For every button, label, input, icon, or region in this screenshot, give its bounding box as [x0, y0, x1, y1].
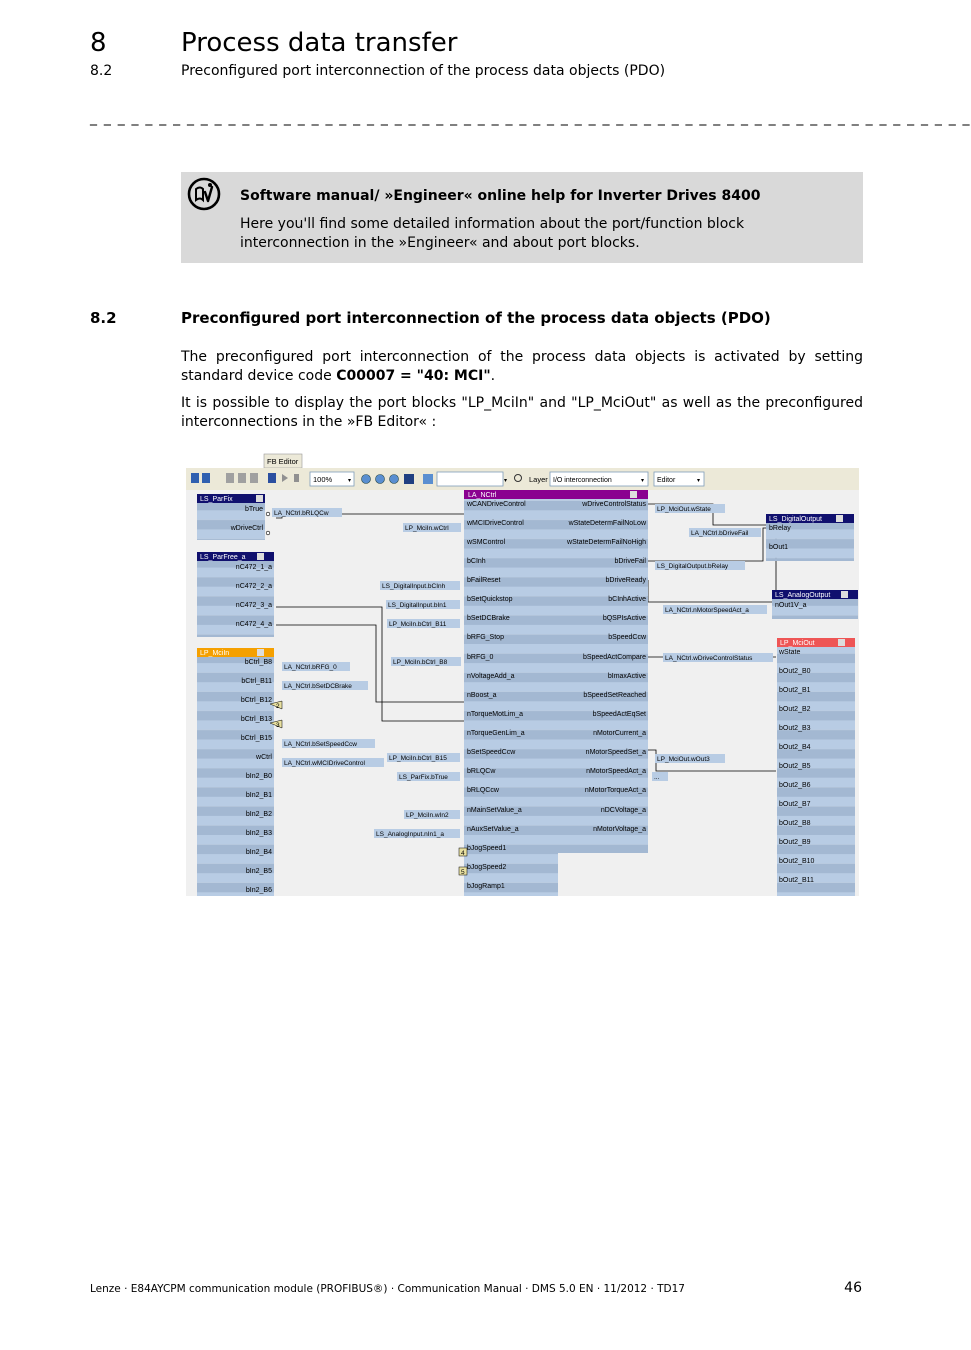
toolbar-icon[interactable] — [202, 473, 210, 483]
port-label: bIn2_B1 — [245, 792, 272, 799]
port-label: nOut1V_a — [775, 602, 807, 609]
connection-tag: LP_MciIn.bCtrl_B8 — [393, 659, 448, 666]
block-title: LP_MciIn — [200, 650, 230, 657]
port-label: wCANDriveControl — [467, 501, 526, 508]
port-label: nTorqueMotLim_a — [467, 711, 524, 718]
connection-tag: LS_DigitalOutput.bRelay — [657, 563, 729, 570]
note-text: Here you'll find some detailed information about the port/function block interconnection in the »Engineer« and about port blocks. — [240, 216, 745, 251]
port-label: nVoltageAdd_a — [467, 673, 515, 680]
port-label: bOut2_B11 — [779, 877, 814, 884]
port-label: bDriveReady — [605, 577, 646, 584]
help-icon[interactable] — [838, 639, 845, 646]
port-label: bCtrl_B11 — [241, 678, 272, 685]
zoom-in-icon[interactable] — [362, 475, 371, 484]
port-label: bIn2_B6 — [245, 887, 272, 894]
section-number: 8.2 — [90, 309, 117, 327]
block-title: LP_MciOut — [780, 640, 815, 647]
connection-tag: LA_NCtrl.nMotorSpeedAct_a — [665, 607, 749, 614]
port-label: nBoost_a — [467, 692, 497, 699]
port-label: bOut2_B1 — [779, 687, 811, 694]
block-title: LS_ParFree_a — [200, 554, 246, 561]
port-label: bSpeedSetReached — [583, 692, 646, 699]
fb-editor-screenshot — [186, 453, 859, 896]
port-label: bOut2_B10 — [779, 858, 815, 865]
connection-tag: LA_NCtrl.bDriveFail — [691, 530, 749, 537]
port-label: bSetSpeedCcw — [467, 749, 516, 756]
port-label: bOut2_B7 — [779, 801, 811, 808]
connection-tag: LP_MciOut.wState — [657, 506, 711, 513]
connection-tag: LA_NCtrl.bSetDCBrake — [284, 683, 352, 690]
port-label: bCInh — [467, 558, 486, 565]
block-lp-mciin[interactable] — [197, 648, 282, 896]
zoom-value: 100% — [313, 475, 333, 484]
port-label: bIn2_B2 — [245, 811, 272, 818]
port-label: bOut2_B9 — [779, 839, 811, 846]
block-ls-parfix[interactable] — [197, 494, 270, 540]
mode-chevron-icon: ▾ — [697, 478, 701, 484]
connection-tag: LS_DigitalInput.bIn1 — [388, 602, 447, 609]
search-chevron-icon: ▾ — [504, 478, 508, 484]
paragraph-2: It is possible to display the port blocks "LP_MciIn" and "LP_MciOut" as well as the preconfigured interconnections in the »FB Editor« : — [181, 395, 863, 430]
port-label: bSpeedCcw — [608, 634, 646, 641]
port-label: bFailReset — [467, 577, 501, 584]
connection-tag: LS_AnalogInput.nIn1_a — [376, 831, 444, 838]
port-label: nMotorSpeedSet_a — [585, 749, 646, 756]
note-box — [181, 172, 863, 263]
port-label: bOut1 — [769, 544, 789, 551]
chapter-title: Process data transfer — [181, 28, 458, 58]
zoom-out-icon[interactable] — [376, 475, 385, 484]
block-title: LS_AnalogOutput — [775, 592, 831, 599]
pin-label: 5 — [461, 869, 465, 876]
port-label: wCtrl — [256, 754, 272, 761]
zoom-window-icon[interactable] — [404, 474, 414, 484]
help-icon[interactable] — [836, 515, 843, 522]
port-label: bRLQCw — [467, 768, 496, 775]
toolbar-icon[interactable] — [226, 473, 234, 483]
port-label: wStateDetermFailNoHigh — [567, 539, 646, 546]
header-rule: _ _ _ _ _ _ _ _ _ _ _ _ _ _ _ _ _ _ _ _ _ _ _ _ _ _ _ _ _ _ _ _ _ _ _ _ _ _ _ _ _ _ _ _ _ _ _ _ _ _ _ _ _ _ _ _ _ _ _ _ _ _ _ _ — [90, 110, 971, 126]
port-label: nMotorSpeedAct_a — [586, 768, 646, 775]
port-label: nDCVoltage_a — [600, 807, 646, 814]
port-label: wDriveControlStatus — [582, 501, 646, 508]
port-label: bRLQCcw — [467, 787, 499, 794]
section-title: Preconfigured port interconnection of the process data objects (PDO) — [181, 309, 771, 327]
port-label: bRFG_0 — [467, 654, 494, 661]
block-title: LA_NCtrl — [468, 492, 497, 499]
port-label: bIn2_B3 — [245, 830, 272, 837]
port-label: bOut2_B4 — [779, 744, 811, 751]
port-label: wMCIDriveControl — [467, 520, 524, 527]
help-icon[interactable] — [841, 591, 848, 598]
connection-tag: LA_NCtrl.bRLQCw — [274, 510, 329, 517]
port-label: nMotorVoltage_a — [593, 826, 646, 833]
toolbar-icon[interactable] — [250, 473, 258, 483]
port-label: nTorqueGenLim_a — [467, 730, 525, 737]
port-label: bOut2_B8 — [779, 820, 811, 827]
port-label: nMotorCurrent_a — [593, 730, 646, 737]
para1-code: C00007 = "40: MCI" — [336, 368, 491, 384]
layer-label: Layer — [529, 475, 548, 484]
port-label: wSMControl — [467, 539, 506, 546]
connection-tag: LA_NCtrl.wMCIDriveControl — [284, 760, 365, 767]
toolbar — [186, 468, 859, 490]
toolbar-icon[interactable] — [268, 473, 276, 483]
port-label: bOut2_B6 — [779, 782, 811, 789]
port-label: bIn2_B4 — [245, 849, 272, 856]
port-label: nAuxSetValue_a — [467, 826, 519, 833]
para1-text-a: The preconfigured port interconnection of the process data objects is activated by setting standard device code — [181, 349, 863, 384]
port-label: bIn2_B0 — [245, 773, 272, 780]
port-label: bCInhActive — [608, 596, 646, 603]
port-label: bImaxActive — [607, 673, 646, 680]
connection-tag: LA_NCtrl.bSetSpeedCcw — [284, 741, 357, 748]
block-ls-digitaloutput[interactable] — [766, 514, 854, 561]
port-label: nC472_3_a — [235, 602, 272, 609]
port-label: bQSPIsActive — [602, 615, 646, 622]
port-label: bOut2_B2 — [779, 706, 811, 713]
toolbar-icon[interactable] — [191, 473, 199, 483]
port-label: bIn2_B5 — [245, 868, 272, 875]
port-label: bCtrl_B15 — [240, 735, 272, 742]
connection-tag: LP_MciIn.wIn2 — [406, 812, 449, 819]
connection-tag: LS_DigitalInput.bCInh — [382, 583, 446, 590]
help-icon[interactable] — [257, 553, 264, 560]
zoom-fit-icon[interactable] — [390, 475, 399, 484]
connection-tag: LS_ParFix.bTrue — [399, 774, 448, 781]
block-lp-mciout[interactable] — [777, 638, 855, 896]
connection-tag: LA_NCtrl.wDriveControlStatus — [665, 655, 753, 662]
output-port[interactable] — [266, 531, 270, 535]
port-label: nC472_2_a — [235, 583, 272, 590]
port-label: bJogSpeed2 — [467, 864, 507, 871]
port-label: bDriveFail — [614, 558, 646, 565]
footer-text: Lenze · E84AYCPM communication module (PROFIBUS®) · Communication Manual · DMS 5.0 EN · 11/2012 · TD17 — [90, 1283, 685, 1295]
connection-tag: LP_MciIn.wCtrl — [405, 525, 449, 532]
zoom-chevron-icon: ▾ — [348, 478, 352, 484]
port-label: bRFG_Stop — [467, 634, 504, 641]
help-icon[interactable] — [257, 649, 264, 656]
port-label: nMainSetValue_a — [467, 807, 522, 814]
port-label: bCtrl_B8 — [244, 659, 272, 666]
help-icon[interactable] — [256, 495, 263, 502]
port-label: bSpeedActCompare — [582, 654, 646, 661]
tab-fb-editor-label: FB Editor — [267, 457, 299, 466]
search-select[interactable] — [437, 472, 503, 486]
port-label: bSetDCBrake — [467, 615, 510, 622]
connection-tag: ... — [654, 774, 660, 781]
port-label: bTrue — [244, 506, 263, 513]
pin-label: 3 — [276, 722, 280, 729]
block-title: LS_DigitalOutput — [769, 516, 822, 523]
port-label: wStateDetermFailNoLow — [568, 520, 646, 527]
header-section-title: Preconfigured port interconnection of the process data objects (PDO) — [181, 63, 666, 79]
paragraph-1 — [181, 348, 863, 386]
header-section-number: 8.2 — [90, 63, 113, 79]
fb-editor-canvas — [186, 453, 859, 896]
manual-reference-icon — [187, 177, 221, 211]
connection-tag: LP_MciOut.wOut3 — [657, 756, 710, 763]
pause-icon[interactable] — [294, 474, 299, 482]
mode-value: Editor — [657, 477, 676, 484]
pin-label: 2 — [276, 703, 280, 710]
chapter-number: 8 — [90, 28, 107, 58]
toolbar-icon[interactable] — [238, 473, 246, 483]
port-label: wState — [779, 649, 801, 656]
para1-text-b: . — [490, 368, 496, 384]
connection-tag: LP_MciIn.bCtrl_B15 — [389, 755, 447, 762]
connection-tag: LP_MciIn.bCtrl_B11 — [389, 621, 447, 628]
port-label: bSetQuickstop — [467, 596, 513, 603]
layer-chevron-icon: ▾ — [641, 478, 645, 484]
port-label: bCtrl_B13 — [240, 716, 272, 723]
help-icon[interactable] — [630, 491, 637, 498]
grid-icon[interactable] — [423, 474, 433, 484]
port-label: bSpeedActEqSet — [592, 711, 646, 718]
port-label: nC472_1_a — [235, 564, 272, 571]
connection-tag: LA_NCtrl.bRFG_0 — [284, 664, 337, 671]
port-label: bJogRamp1 — [467, 883, 505, 890]
block-ls-analogoutput[interactable] — [772, 590, 858, 619]
port-label: bRelay — [769, 525, 791, 532]
page-number: 46 — [844, 1280, 862, 1296]
port-label: nMotorTorqueAct_a — [584, 787, 646, 794]
port-label: nC472_4_a — [235, 621, 272, 628]
block-title: LS_ParFix — [200, 496, 233, 503]
note-title: Software manual/ »Engineer« online help for Inverter Drives 8400 — [240, 188, 761, 204]
port-label: wDriveCtrl — [230, 525, 263, 532]
port-label: bOut2_B3 — [779, 725, 811, 732]
port-label: bJogSpeed1 — [467, 845, 507, 852]
pin-label: 4 — [461, 850, 465, 857]
port-label: bOut2_B0 — [779, 668, 811, 675]
layer-value: I/O interconnection — [553, 477, 612, 484]
port-label: bCtrl_B12 — [240, 697, 272, 704]
port-label: bOut2_B5 — [779, 763, 811, 770]
output-port[interactable] — [266, 512, 270, 516]
block-ls-parfree[interactable] — [197, 552, 274, 637]
